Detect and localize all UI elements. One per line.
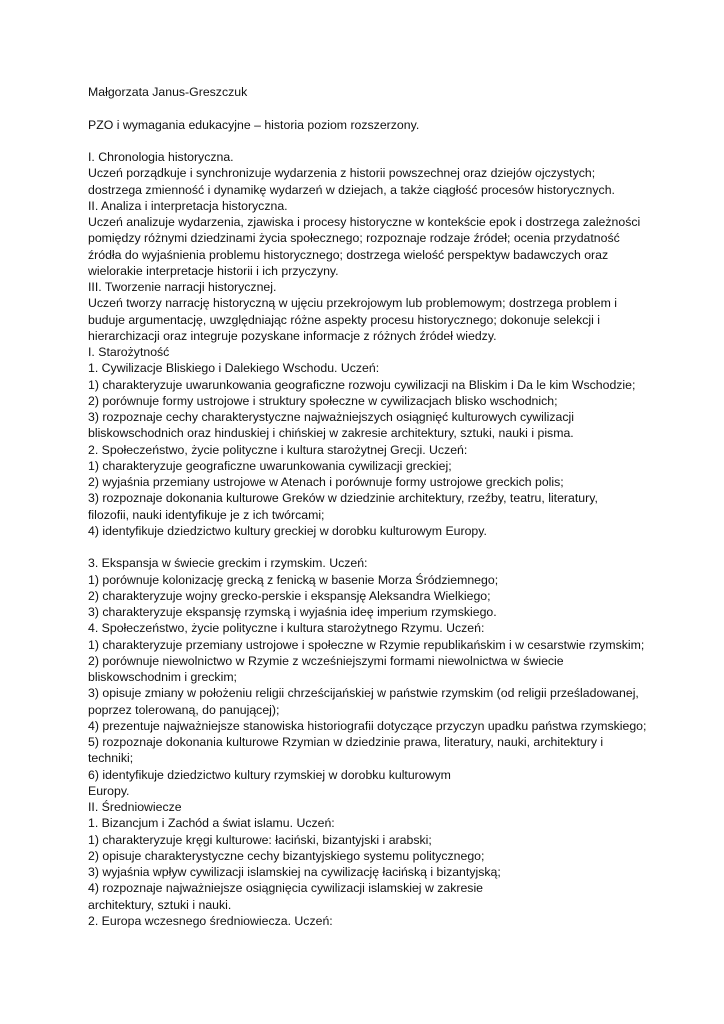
text-line: 3) charakteryzuje ekspansję rzymską i wyjaśnia ideę imperium rzymskiego. (88, 605, 497, 619)
blank-line (88, 133, 688, 149)
text-line: bliskowschodnim i greckim; (88, 670, 237, 684)
text-line: dostrzega zmienność i dynamikę wydarzeń w dziejach, a także ciągłość procesów historycznych. (88, 182, 615, 197)
text-line: Uczeń analizuje wydarzenia, zjawiska i procesy historyczne w kontekście epok i dostrzega zależności (88, 215, 641, 229)
text-line: II. Średniowiecze (88, 800, 182, 814)
text-line: 3. Ekspansja w świecie greckim i rzymskim. Uczeń: (88, 556, 368, 571)
text-line: 3) opisuje zmiany w położeniu religii chrześcijańskiej w państwie rzymskim (od religii prześladowanej, (88, 686, 639, 701)
text-line: 2) porównuje formy ustrojowe i struktury społeczne w cywilizacjach blisko wschodnich; (88, 393, 558, 408)
text-line: 1. Cywilizacje Bliskiego i Dalekiego Wschodu. Uczeń: (88, 361, 380, 376)
text-line: filozofii, nauki identyfikuje je z ich twórcami; (88, 507, 325, 522)
text-line: 3) wyjaśnia wpływ cywilizacji islamskiej na cywilizację łacińską i bizantyjską; (88, 865, 501, 879)
text-line: architektury, sztuki i nauki. (88, 897, 232, 912)
text-line: Europy. (88, 783, 130, 798)
text-line: 3) rozpoznaje dokonania kulturowe Greków w dziedzinie architektury, rzeźby, teatru, literatury, (88, 491, 598, 506)
text-line: I. Chronologia historyczna. (88, 150, 234, 164)
text-line: 4. Społeczeństwo, życie polityczne i kultura starożytnego Rzymu. Uczeń: (88, 621, 485, 636)
text-line: 2) porównuje niewolnictwo w Rzymie z wcześniejszymi formami niewolnictwa w świecie (88, 653, 564, 668)
text-line: 2) charakteryzuje wojny grecko-perskie i ekspansję Aleksandra Wielkiego; (88, 588, 491, 603)
text-line: 3) rozpoznaje cechy charakterystyczne najważniejszych osiągnięć kulturowych cywilizacji (88, 410, 574, 424)
text-line: 1) charakteryzuje przemiany ustrojowe i społeczne w Rzymie republikańskim i w cesarstwie rzymskim; (88, 637, 645, 652)
document-subtitle: PZO i wymagania edukacyjne – historia poziom rozszerzony. (88, 117, 420, 132)
document-body (88, 149, 688, 929)
text-line: 5) rozpoznaje dokonania kulturowe Rzymian w dziedzinie prawa, literatury, nauki, architektury i (88, 735, 604, 749)
text-line: 2. Społeczeństwo, życie polityczne i kultura starożytnej Grecji. Uczeń: (88, 442, 468, 457)
text-line: 2) opisuje charakterystyczne cechy bizantyjskiego systemu politycznego; (88, 848, 485, 863)
text-line: 1) charakteryzuje uwarunkowania geograficzne rozwoju cywilizacji na Bliskim i Da le kim Wschodzie; (88, 377, 636, 392)
text-line: 2. Europa wczesnego średniowiecza. Uczeń: (88, 913, 333, 928)
text-line: Uczeń porządkuje i synchronizuje wydarzenia z historii powszechnej oraz dziejów ojczystych; (88, 166, 596, 181)
text-line: poprzez tolerowaną, do panującej); (88, 702, 280, 717)
text-line: 1. Bizancjum i Zachód a świat islamu. Uczeń: (88, 816, 335, 831)
text-line: 1) charakteryzuje kręgi kulturowe: łaciński, bizantyjski i arabski; (88, 832, 432, 847)
text-line: 1) charakteryzuje geograficzne uwarunkowania cywilizacji greckiej; (88, 458, 452, 473)
text-line: hierarchizacji oraz integruje pozyskane informacje z różnych źródeł wiedzy. (88, 328, 497, 343)
text-line: 2) wyjaśnia przemiany ustrojowe w Atenach i porównuje formy ustrojowe greckich polis; (88, 475, 564, 489)
blank-line (88, 100, 688, 116)
text-line: 1) porównuje kolonizację grecką z fenicką w basenie Morza Śródziemnego; (88, 572, 499, 587)
text-line: 6) identyfikuje dziedzictwo kultury rzymskiej w dorobku kulturowym (88, 767, 451, 782)
text-line: wielorakie interpretacje historii i ich przyczyny. (88, 263, 339, 278)
text-line: buduje argumentację, uwzględniając różne aspekty procesu historycznego; dokonuje selekcji i (88, 312, 600, 327)
author-name: Małgorzata Janus-Greszczuk (88, 85, 248, 99)
text-line: techniki; (88, 751, 134, 766)
text-line: 4) prezentuje najważniejsze stanowiska historiografii dotyczące przyczyn upadku państwa rzymskiego; (88, 718, 647, 733)
text-line: III. Tworzenie narracji historycznej. (88, 280, 277, 294)
text-line: źródła do wyjaśnienia problemu historycznego; dostrzega wielość perspektyw badawczych oraz (88, 247, 609, 262)
text-line: II. Analiza i interpretacja historyczna. (88, 198, 288, 213)
blank-line (88, 539, 688, 555)
document-page (88, 84, 688, 929)
text-line: 4) rozpoznaje najważniejsze osiągnięcia cywilizacji islamskiej w zakresie (88, 881, 484, 896)
text-line: Uczeń tworzy narrację historyczną w ujęciu przekrojowym lub problemowym; dostrzega problem i (88, 296, 617, 311)
text-line: bliskowschodnich oraz hinduskiej i chińskiej w zakresie architektury, sztuki, nauki i pisma. (88, 426, 574, 441)
text-line: 4) identyfikuje dziedzictwo kultury greckiej w dorobku kulturowym Europy. (88, 523, 487, 538)
text-line: I. Starożytność (88, 345, 170, 359)
text-line: pomiędzy różnymi dziedzinami życia społecznego; rozpoznaje rodzaje źródeł; ocenia przydatność (88, 231, 620, 246)
